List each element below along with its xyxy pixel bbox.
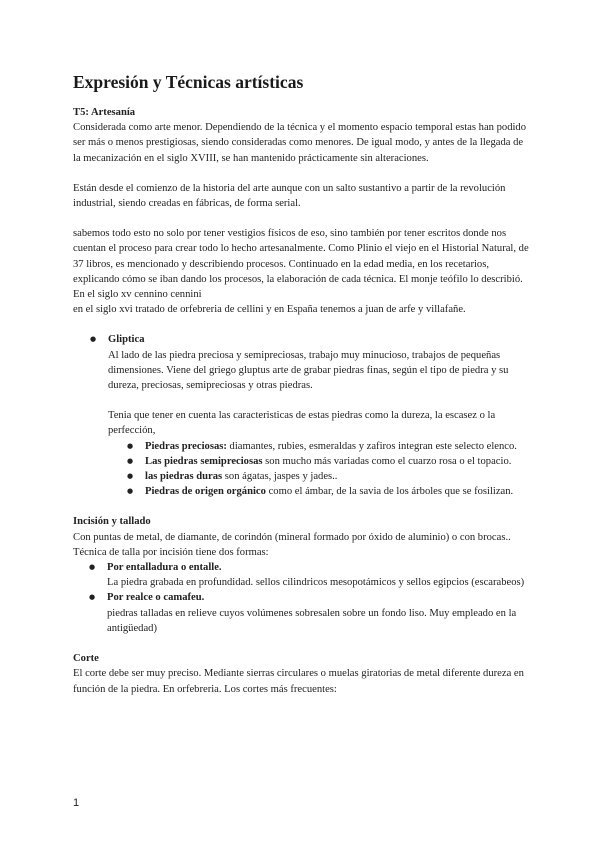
document-body: [73, 105, 533, 697]
paragraph-historia: Están desde el comienzo de la historia del arte aunque con un salto sustantivo a partir de la revolución industrial, siendo creadas en fábricas, de forma serial.: [73, 182, 506, 210]
item-description: La piedra grabada en profundidad. sellos cilindricos mesopotámicos y sellos egipcios (escarabeos): [107, 577, 525, 589]
list-item-gliptica: [73, 332, 533, 393]
list-item: [73, 439, 533, 454]
incision-list: [73, 560, 533, 636]
gliptica-list: [73, 332, 533, 393]
paragraph-corte: El corte debe ser muy preciso. Mediante sierras circulares o muelas giratorias de metal diferente dureza en función de la piedra. En orfebreria. Los cortes más frecuentes:: [73, 668, 524, 695]
paragraph-incision: Con puntas de metal, de diamante, de corindón (mineral formado por óxido de aluminio) o con brocas.. Técnica de talla por incisión tiene dos formas:: [73, 531, 511, 558]
piedras-list: [73, 439, 533, 500]
gliptica-label: Gliptica: [108, 334, 145, 346]
item-bold-text: Piedras preciosas:: [145, 440, 227, 452]
section-heading-t5: T5: Artesanía: [73, 107, 136, 118]
item-label: Por entalladura o entalle.: [107, 562, 222, 574]
item-text: como el ámbar, de la savia de los árboles que se fosilizan.: [265, 486, 514, 498]
paragraph-escritos-cont: en el siglo xvi tratado de orfebreria de cellini y en España tenemos a juan de arfe y villafañe.: [73, 304, 466, 316]
list-item: [73, 454, 533, 469]
section-heading-corte: Corte: [73, 653, 99, 665]
paragraph-artesania: Considerada como arte menor. Dependiendo de la técnica y el momento espacio temporal estas han podido ser más o menos prestigiosas, siendo consideradas como menores. De igual modo, y antes de la llegada de la mecanización en el siglo XVIII, se han mantenido prácticamente sin alteraciones.: [73, 122, 527, 164]
item-description: piedras talladas en relieve cuyos volúmenes sobresalen sobre un fondo liso. Muy empleado en la antigüedad): [107, 607, 517, 634]
list-item: [73, 560, 533, 590]
item-text: son mucho más variadas como el cuarzo rosa o el topacio.: [262, 455, 512, 467]
list-item: [73, 469, 533, 484]
item-bold-text: Las piedras semipreciosas: [145, 455, 263, 467]
page-number: 1: [73, 797, 80, 809]
gliptica-intro: Tenia que tener en cuenta las caracteristicas de estas piedras como la dureza, la escasez o la perfección,: [108, 410, 496, 437]
item-bold-text: Piedras de origen orgánico: [145, 486, 266, 498]
item-text: diamantes, rubies, esmeraldas y zafiros integran este selecto elenco.: [226, 440, 517, 452]
list-item: [73, 590, 533, 636]
gliptica-description: Al lado de las piedra preciosa y semipreciosas, trabajo muy minucioso, trabajos de pequeñas dimensiones. Viene del griego gluptus arte de grabar piedras finas, según el tipo de piedra y su dureza, preciosas, semipreciosas y otras piedras.: [108, 349, 509, 392]
section-heading-incision: Incisión y tallado: [73, 516, 151, 528]
page-title: Expresión y Técnicas artísticas: [73, 72, 304, 92]
paragraph-escritos: sabemos todo esto no solo por tener vestigios físicos de eso, sino también por tener escritos donde nos cuentan el proceso para crear todo lo hecho artesanalmente. Como Plinio el viejo en el Historial Natural, de 37 libros, es mencionado y describiendo procesos. Continuado en la edad media, en los recetarios, explicando cómo se iban dando los procesos, la elaboración de cada técnica. El monje teófilo lo describió. En el siglo xv cennino cennini: [73, 228, 529, 301]
item-label: Por realce o camafeu.: [107, 592, 205, 604]
item-text: son ágatas, jaspes y jades..: [222, 471, 338, 483]
list-item: [73, 484, 533, 499]
item-bold-text: las piedras duras: [145, 471, 223, 483]
